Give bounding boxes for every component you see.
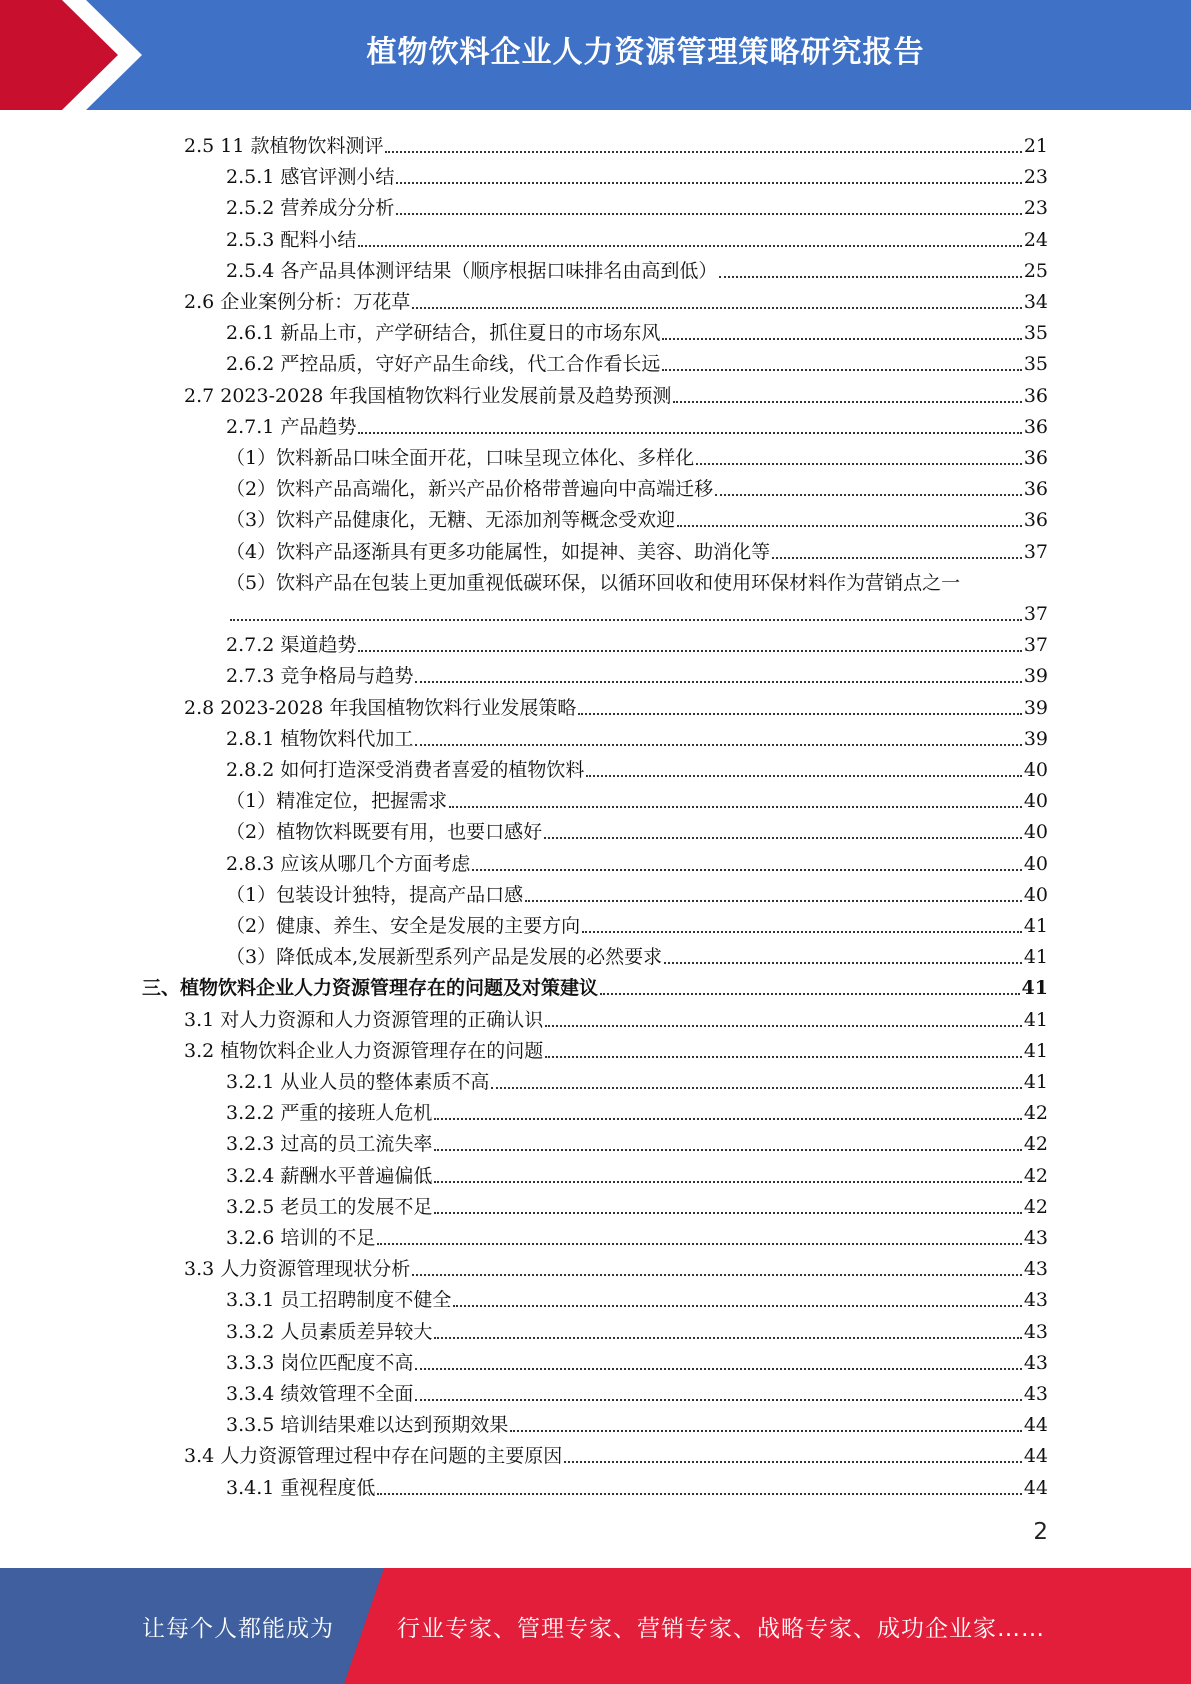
report-title: 植物饮料企业人力资源管理策略研究报告 — [366, 35, 925, 70]
toc-entry-page: 34 — [1023, 291, 1048, 313]
toc-entry-title: 3.3 人力资源管理现状分析 — [184, 1258, 411, 1281]
toc-entry[interactable] — [226, 876, 1048, 907]
toc-entry[interactable] — [226, 751, 1048, 782]
toc-entry[interactable] — [226, 1281, 1048, 1312]
toc-entry-title: 3.4.1 重视程度低 — [226, 1476, 376, 1499]
toc-dot-leader — [564, 1461, 1022, 1463]
toc-entry[interactable] — [226, 626, 1048, 657]
toc-entry-page: 43 — [1023, 1289, 1048, 1312]
toc-entry-page: 21 — [1023, 135, 1048, 157]
toc-entry[interactable] — [184, 1001, 1048, 1032]
toc-entry-page: 36 — [1023, 415, 1048, 438]
toc-dot-leader — [358, 650, 1021, 652]
toc-dot-leader — [677, 525, 1022, 527]
toc-entry-page: 40 — [1023, 852, 1048, 875]
toc-entry-title: 3.3.2 人员素质差异较大 — [226, 1320, 433, 1343]
toc-entry[interactable] — [226, 158, 1048, 189]
toc-entry-title: （1）精准定位，把握需求 — [226, 790, 448, 813]
toc-entry-title: （4）饮料产品逐渐具有更多功能属性，如提神、美容、助消化等 — [226, 540, 771, 563]
toc-entry-page: 37 — [1023, 540, 1048, 563]
toc-dot-leader — [719, 276, 1021, 278]
toc-entry[interactable] — [226, 1063, 1048, 1094]
toc-entry[interactable] — [184, 127, 1048, 158]
toc-entry-page: 41 — [1023, 1071, 1048, 1093]
toc-dot-leader — [415, 681, 1021, 683]
toc-entry-page: 43 — [1023, 1383, 1048, 1405]
toc-entry[interactable] — [226, 720, 1048, 751]
toc-entry-page: 36 — [1023, 478, 1048, 501]
toc-entry-title: （5）饮料产品在包装上更加重视低碳环保，以循环回收和使用环保材料作为营销点之一 — [226, 571, 961, 594]
toc-entry-page: 43 — [1023, 1258, 1048, 1281]
toc-entry-page: 37 — [1023, 634, 1048, 657]
toc-entry[interactable] — [226, 1188, 1048, 1219]
toc-entry-title: 2.7.2 渠道趋势 — [226, 634, 357, 657]
toc-dot-leader — [434, 1181, 1021, 1183]
toc-entry[interactable] — [226, 1125, 1048, 1156]
toc-entry[interactable] — [230, 595, 1048, 626]
toc-dot-leader — [544, 837, 1022, 839]
toc-entry-page: 44 — [1023, 1414, 1048, 1437]
toc-entry-page: 23 — [1023, 197, 1048, 220]
toc-entry-title: 3.2.2 严重的接班人危机 — [226, 1102, 433, 1125]
toc-entry-title: 3.1 对人力资源和人力资源管理的正确认识 — [184, 1008, 544, 1031]
toc-entry-page: 36 — [1023, 509, 1048, 532]
toc-entry-page: 41 — [1023, 915, 1048, 937]
page-footer — [0, 1568, 1191, 1684]
toc-entry-page: 36 — [1023, 447, 1048, 469]
toc-entry-title: （1）饮料新品口味全面开花，口味呈现立体化、多样化 — [226, 447, 695, 469]
toc-entry-title: （2）植物饮料既要有用，也要口感好 — [226, 821, 543, 844]
toc-entry[interactable] — [226, 501, 1048, 532]
toc-dot-leader — [396, 182, 1021, 184]
toc-entry-title: 2.6 企业案例分析：万花草 — [184, 291, 411, 313]
toc-dot-leader — [412, 1274, 1022, 1276]
toc-dot-leader — [434, 1337, 1021, 1339]
toc-entry-title: 3.2.3 过高的员工流失率 — [226, 1133, 433, 1156]
toc-entry[interactable] — [184, 283, 1048, 314]
toc-entry-page: 39 — [1023, 696, 1048, 719]
toc-entry[interactable] — [226, 252, 1048, 283]
page-number: 2 — [1033, 1519, 1048, 1545]
toc-entry-page: 40 — [1023, 821, 1048, 844]
toc-dot-leader — [491, 1087, 1021, 1089]
toc-entry-page: 43 — [1023, 1320, 1048, 1343]
toc-dot-leader — [578, 713, 1021, 715]
toc-dot-leader — [662, 369, 1021, 371]
toc-entry[interactable] — [226, 1219, 1048, 1250]
toc-entry-page: 40 — [1023, 883, 1048, 906]
toc-entry-page: 39 — [1023, 727, 1048, 750]
toc-dot-leader — [472, 869, 1021, 871]
toc-entry-title: 2.7 2023-2028 年我国植物饮料行业发展前景及趋势预测 — [184, 384, 672, 407]
toc-entry[interactable] — [226, 1469, 1048, 1500]
toc-entry-page: 37 — [1023, 603, 1048, 625]
toc-entry-title: 3.2.4 薪酬水平普遍偏低 — [226, 1164, 433, 1187]
toc-entry-page: 44 — [1023, 1445, 1048, 1468]
toc-dot-leader — [673, 401, 1021, 403]
toc-entry-page: 36 — [1023, 384, 1048, 407]
toc-entry[interactable] — [184, 1250, 1048, 1281]
page-header — [0, 0, 1191, 110]
toc-dot-leader — [510, 1430, 1021, 1432]
toc-dot-leader — [545, 1025, 1022, 1027]
toc-dot-leader — [449, 806, 1022, 808]
toc-entry[interactable] — [226, 657, 1048, 688]
toc-entry[interactable] — [142, 969, 1048, 1000]
footer-slogan-left: 让每个人都能成为 — [142, 1616, 334, 1642]
toc-entry-page: 42 — [1023, 1195, 1048, 1218]
toc-entry[interactable] — [184, 1032, 1048, 1063]
toc-dot-leader — [377, 1493, 1021, 1495]
toc-entry[interactable] — [226, 1313, 1048, 1344]
toc-entry-title: 3.3.4 绩效管理不全面 — [226, 1383, 414, 1405]
toc-dot-leader — [230, 619, 1022, 621]
toc-entry-page: 23 — [1023, 166, 1048, 189]
toc-entry-page: 43 — [1023, 1351, 1048, 1374]
toc-dot-leader — [377, 1243, 1021, 1245]
toc-entry-title: 2.6.1 新品上市，产学研结合，抓住夏日的市场东风 — [226, 322, 661, 345]
toc-dot-leader — [415, 1368, 1021, 1370]
toc-entry-title: 2.5 11 款植物饮料测评 — [184, 135, 384, 157]
toc-entry[interactable] — [226, 1157, 1048, 1188]
toc-dot-leader — [358, 245, 1021, 247]
toc-entry[interactable] — [226, 938, 1048, 969]
toc-entry-page: 40 — [1023, 759, 1048, 781]
toc-dot-leader — [525, 900, 1022, 902]
toc-entry-title: 2.5.4 各产品具体测评结果（顺序根据口味排名由高到低） — [226, 259, 718, 282]
toc-dot-leader — [385, 151, 1021, 153]
toc-entry[interactable] — [226, 1094, 1048, 1125]
toc-entry-page: 42 — [1023, 1102, 1048, 1125]
toc-dot-leader — [586, 775, 1021, 777]
toc-entry[interactable] — [226, 1406, 1048, 1437]
toc-entry-page: 43 — [1023, 1227, 1048, 1249]
toc-entry-page: 41 — [1023, 946, 1048, 969]
toc-entry-page: 25 — [1023, 259, 1048, 282]
toc-dot-leader — [358, 432, 1021, 434]
toc-dot-leader — [396, 213, 1021, 215]
toc-entry-title: 2.5.1 感官评测小结 — [226, 166, 395, 189]
toc-entry-title: 2.5.3 配料小结 — [226, 228, 357, 251]
toc-entry[interactable] — [226, 845, 1048, 876]
toc-entry[interactable] — [226, 1344, 1048, 1375]
toc-entry[interactable] — [226, 221, 1048, 252]
toc-entry-page: 44 — [1023, 1476, 1048, 1499]
toc-entry-title: 2.5.2 营养成分分析 — [226, 197, 395, 220]
footer-slogan-right: 行业专家、管理专家、营销专家、战略专家、成功企业家…… — [397, 1616, 1045, 1642]
toc-entry[interactable] — [226, 907, 1048, 938]
toc-entry-title: 3.3.1 员工招聘制度不健全 — [226, 1289, 452, 1312]
toc-entry-title: 3.3.3 岗位匹配度不高 — [226, 1351, 414, 1374]
toc-entry-title: 3.3.5 培训结果难以达到预期效果 — [226, 1414, 509, 1437]
toc-entry-page: 41 — [1023, 1039, 1048, 1062]
toc-dot-leader — [434, 1118, 1021, 1120]
toc-entry-title: 3.2.5 老员工的发展不足 — [226, 1195, 433, 1218]
toc-entry[interactable] — [226, 189, 1048, 220]
toc-entry-title: 2.7.1 产品趋势 — [226, 415, 357, 438]
toc-entry-title: 3.2 植物饮料企业人力资源管理存在的问题 — [184, 1039, 544, 1062]
toc-entry-title: 3.4 人力资源管理过程中存在问题的主要原因 — [184, 1445, 563, 1468]
toc-entry-title: 2.6.2 严控品质，守好产品生命线，代工合作看长远 — [226, 353, 661, 376]
toc-dot-leader — [662, 338, 1021, 340]
toc-dot-leader — [772, 557, 1022, 559]
toc-entry[interactable] — [184, 1437, 1048, 1468]
toc-entry-page: 24 — [1023, 228, 1048, 251]
toc-entry[interactable] — [226, 470, 1048, 501]
toc-entry-page: 40 — [1023, 790, 1048, 813]
toc-entry[interactable] — [226, 408, 1048, 439]
toc-dot-leader — [434, 1212, 1021, 1214]
toc-entry-title: 三、植物饮料企业人力资源管理存在的问题及对策建议 — [142, 977, 599, 1000]
toc-entry-page: 41 — [1023, 1008, 1048, 1031]
toc-dot-leader — [715, 494, 1022, 496]
toc-entry-title: 2.8.3 应该从哪几个方面考虑 — [226, 852, 471, 875]
toc-entry-title: 3.2.6 培训的不足 — [226, 1227, 376, 1249]
toc-entry-page: 42 — [1023, 1133, 1048, 1156]
toc-dot-leader — [434, 1149, 1021, 1151]
toc-entry[interactable] — [226, 1375, 1048, 1406]
toc-entry-title: 2.7.3 竞争格局与趋势 — [226, 665, 414, 688]
toc-entry[interactable] — [184, 377, 1048, 408]
toc-entry[interactable] — [226, 439, 1048, 470]
toc-dot-leader — [600, 993, 1020, 995]
toc-entry-page: 41 — [1021, 977, 1048, 1000]
toc-entry-title: （2）健康、养生、安全是发展的主要方向 — [226, 915, 581, 937]
toc-entry-title: （2）饮料产品高端化，新兴产品价格带普遍向中高端迁移 — [226, 478, 714, 501]
toc-entry-title: 2.8.2 如何打造深受消费者喜爱的植物饮料 — [226, 759, 585, 781]
toc-dot-leader — [582, 931, 1022, 933]
toc-dot-leader — [412, 307, 1022, 309]
toc-entry[interactable] — [226, 533, 1048, 564]
toc-dot-leader — [415, 744, 1021, 746]
toc-entry-title: （1）包装设计独特，提高产品口感 — [226, 883, 524, 906]
toc-entry[interactable] — [226, 564, 1048, 595]
toc-dot-leader — [415, 1399, 1021, 1401]
toc-entry-title: （3）饮料产品健康化，无糖、无添加剂等概念受欢迎 — [226, 509, 676, 532]
toc-entry[interactable] — [226, 345, 1048, 376]
toc-dot-leader — [664, 962, 1022, 964]
toc-entry-title: 2.8 2023-2028 年我国植物饮料行业发展策略 — [184, 696, 577, 719]
toc-dot-leader — [696, 463, 1022, 465]
toc-entry[interactable] — [184, 689, 1048, 720]
toc-entry[interactable] — [226, 813, 1048, 844]
toc-entry[interactable] — [226, 314, 1048, 345]
toc-entry-title: （3）降低成本,发展新型系列产品是发展的必然要求 — [226, 946, 663, 969]
toc-entry[interactable] — [226, 782, 1048, 813]
toc-entry-page: 35 — [1023, 353, 1048, 376]
toc-entry-title: 2.8.1 植物饮料代加工 — [226, 727, 414, 750]
toc-entry-page: 35 — [1023, 322, 1048, 345]
toc-entry-page: 42 — [1023, 1164, 1048, 1187]
toc-dot-leader — [453, 1305, 1021, 1307]
toc-entry-page: 39 — [1023, 665, 1048, 688]
toc-entry-title: 3.2.1 从业人员的整体素质不高 — [226, 1071, 490, 1093]
toc-dot-leader — [545, 1056, 1022, 1058]
